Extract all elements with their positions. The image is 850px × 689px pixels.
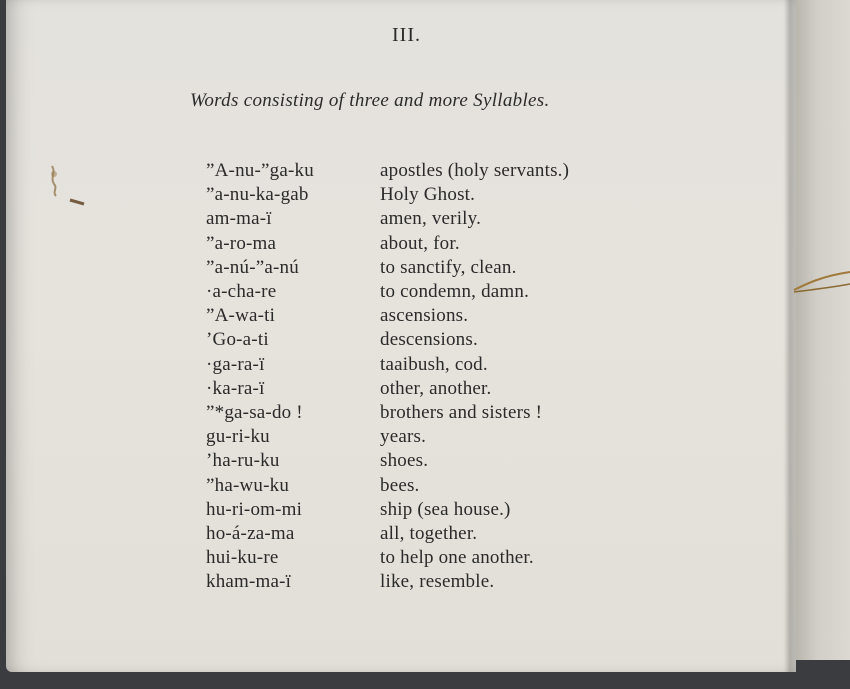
- section-subtitle: Words consisting of three and more Syllables.: [190, 90, 550, 111]
- native-word: hu-ri-om-mi: [206, 498, 303, 520]
- ink-smudge: [46, 160, 90, 210]
- gutter-shadow: [784, 0, 796, 672]
- english-meaning: to sanctify, clean.: [380, 256, 517, 278]
- native-word: kham-ma-ï: [206, 571, 292, 593]
- english-meaning: ascensions.: [380, 305, 469, 327]
- facing-page: [796, 0, 850, 660]
- native-word: hui-ku-re: [206, 547, 279, 569]
- english-meaning: years.: [380, 426, 427, 448]
- english-meaning: all, together.: [380, 523, 478, 544]
- english-meaning: to help one another.: [380, 547, 534, 569]
- english-meaning: bees.: [380, 474, 420, 496]
- native-word: ’Go-a-ti: [206, 329, 269, 351]
- native-word: am-ma-ï: [206, 208, 272, 230]
- english-meaning: ship (sea house.): [380, 498, 511, 520]
- native-word: ho-á-za-ma: [206, 523, 295, 544]
- english-meaning: taaibush, cod.: [380, 353, 488, 375]
- english-meaning: amen, verily.: [380, 208, 482, 230]
- native-word: ·ga-ra-ï: [206, 353, 265, 375]
- english-meaning: descensions.: [380, 329, 478, 351]
- english-meaning: about, for.: [380, 232, 460, 254]
- native-word: ·a-cha-re: [206, 281, 277, 302]
- english-meaning: like, resemble.: [380, 571, 495, 593]
- page-numeral: III.: [392, 24, 421, 46]
- english-meaning: shoes.: [380, 450, 429, 472]
- native-word: ”a-nú-”a-nú: [206, 256, 299, 278]
- english-meaning: apostles (holy servants.): [380, 160, 570, 181]
- native-word: ”A-nu-”ga-ku: [206, 160, 314, 181]
- binding-thread: [792, 262, 850, 302]
- native-word: ·ka-ra-ï: [206, 377, 265, 399]
- native-word: ”a-ro-ma: [206, 232, 277, 254]
- book-page: [6, 0, 796, 672]
- native-word: ”*ga-sa-do !: [206, 402, 303, 423]
- english-meaning: other, another.: [380, 377, 492, 399]
- english-meaning: Holy Ghost.: [380, 184, 476, 206]
- native-word: ”ha-wu-ku: [206, 474, 290, 496]
- english-meaning: to condemn, damn.: [380, 281, 530, 302]
- english-meaning: brothers and sisters !: [380, 402, 543, 423]
- native-word: gu-ri-ku: [206, 426, 270, 448]
- native-word: ”a-nu-ka-gab: [206, 184, 309, 206]
- native-word: ’ha-ru-ku: [206, 450, 280, 472]
- native-word: ”A-wa-ti: [206, 305, 276, 327]
